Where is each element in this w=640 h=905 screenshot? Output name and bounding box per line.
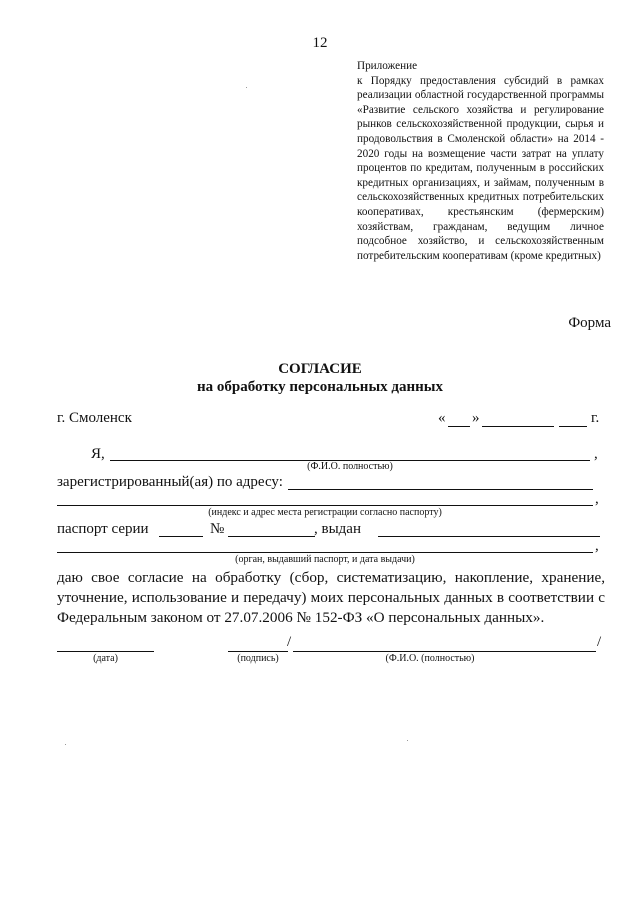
signature-sign-caption: (подпись) [237,653,279,664]
address-comma: , [595,491,599,507]
address-field-2[interactable] [57,505,593,506]
form-label: Форма [568,315,611,331]
date-year-suffix: г. [591,410,600,426]
fio-caption: (Ф.И.О. полностью) [307,461,393,472]
issuer-caption: (орган, выдавший паспорт, и дата выдачи) [235,554,415,565]
appendix-text: к Порядку предоставления субсидий в рамках реализации областной государственной программы «Развитие сельского хозяйства и регулирование рынков сельскохозяйственной продукции, сырья и продовольствия в Смоленской области» на 2014 - 2020 годы на возмещение части затрат на уплату процентов по кредитам, полученным в российских кредитных организациях, и займам, полученным в сельскохозяйственных кредитных потребительских кооперативах, крестьянским (фермерским) хозяйствам, гражданам, ведущим личное подсобное хозяйство, и сельскохозяйственным потребительским кооперативам (кроме кредитных) [357,74,604,262]
scan-speck [65,744,66,745]
signature-slash-2: / [597,634,602,650]
title-main: СОГЛАСИЕ [278,361,362,377]
date-quote-close: » [472,410,480,426]
city-label: г. Смоленск [57,410,132,426]
fio-comma: , [594,446,598,462]
signature-date-field[interactable] [57,651,154,652]
signature-date-caption: (дата) [93,653,118,664]
signature-slash-1: / [287,634,292,650]
page-number: 12 [312,35,328,51]
passport-number-field[interactable] [228,536,315,537]
ya-label: Я, [91,446,105,462]
consent-text: даю свое согласие на обработку (сбор, систематизацию, накопление, хранение, уточнение, использование и передачу) моих персональных данных в соответствии с Федеральным законом от 27.07.2006 № 152-ФЗ «О персональных данных». [57,569,605,626]
document-title [0,360,640,396]
signature-fio-caption: (Ф.И.О. (полностью) [385,653,475,664]
date-day-field[interactable] [448,426,470,427]
appendix-block [357,59,604,263]
scan-speck [246,87,247,88]
passport-issued-field-2[interactable] [57,552,593,553]
passport-label: паспорт серии [57,521,149,537]
address-caption: (индекс и адрес места регистрации согласно паспорту) [208,507,442,518]
date-year-field[interactable] [559,426,587,427]
registered-label: зарегистрированный(ая) по адресу: [57,474,283,490]
date-quote-open: « [438,410,446,426]
signature-sign-field[interactable] [228,651,288,652]
passport-issued-field-1[interactable] [378,536,600,537]
date-month-field[interactable] [482,426,554,427]
appendix-heading: Приложение [357,60,418,72]
title-sub: на обработку персональных данных [197,379,443,395]
address-field-1[interactable] [288,489,593,490]
passport-number-label: № [210,521,225,537]
signature-fio-field[interactable] [293,651,596,652]
issuer-comma: , [595,538,599,554]
passport-issued-label: , выдан [314,521,361,537]
passport-series-field[interactable] [159,536,203,537]
scan-speck [407,740,408,741]
